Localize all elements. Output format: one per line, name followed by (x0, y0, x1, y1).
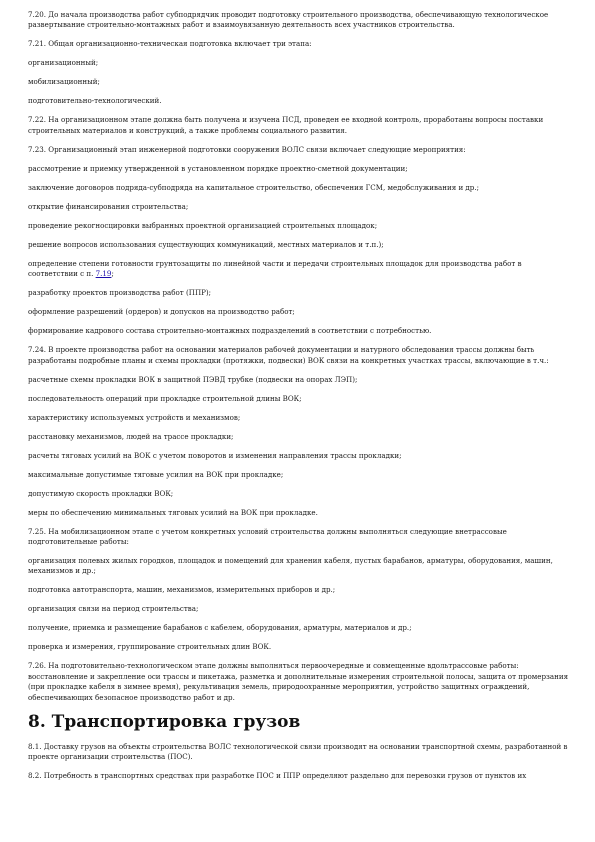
paragraph (28, 259, 573, 280)
paragraph: 7.22. На организационном этапе должна быть получена и изучена ПСД, проведен ее входной контроль, проработаны вопросы поставки строительных материалов и конструкций, а также проблемы социального развития. (28, 115, 544, 135)
clause-link[interactable]: 7.19 (95, 269, 112, 279)
paragraph: характеристику используемых устройств и механизмов; (28, 412, 241, 422)
paragraph: допустимую скорость прокладки ВОК; (28, 488, 174, 498)
paragraph: организация полевых жилых городков, площадок и помещений для хранения кабеля, пустых барабанов, арматуры, оборудования, машин, механизмов и др.; (28, 556, 553, 576)
paragraph: решение вопросов использования существующих коммуникаций, местных материалов и т.п.); (28, 239, 384, 249)
paragraph-text-tail: ; (111, 269, 114, 279)
paragraph-text: определение степени готовности грунтозащиты по линейной части и передачи строительных площадок для производства работ в соответствии с п. (28, 258, 522, 279)
paragraph: 8.2. Потребность в транспортных средствах при разработке ПОС и ППР определяют раздельно для перевозки грузов от пунктов их (28, 771, 527, 781)
paragraph: формирование кадрового состава строительно-монтажных подразделений в соответствии с потребностью. (28, 326, 432, 336)
paragraph: 7.25. На мобилизационном этапе с учетом конкретных условий строительства должны выполняться следующие внетрассовые подготовительные работы: (28, 526, 507, 547)
paragraph: 7.20. До начала производства работ субподрядчик проводит подготовку строительного производства, обеспечивающую технологическое развертывание строительно-монтажных работ и взаимоувязанную деятельность всех участников строительства. (28, 10, 549, 30)
paragraph: максимальные допустимые тяговые усилия на ВОК при прокладке; (28, 469, 284, 479)
paragraph: разработку проектов производства работ (ППР); (28, 288, 212, 298)
paragraph: открытие финансирования строительства; (28, 201, 189, 211)
section-heading: 8. Транспортировка грузов (28, 711, 301, 732)
paragraph: мобилизационный; (28, 77, 100, 87)
paragraph: организация связи на период строительства; (28, 604, 199, 614)
paragraph: 7.24. В проекте производства работ на основании материалов рабочей документации и натурного обследования трассы должны быть разработаны подробные планы и схемы прокладки (протяжки, подвески) ВОК связи на конкретных участках трассы, включающие в т.ч.: (28, 345, 549, 365)
paragraph: оформление разрешений (ордеров) и допусков на производство работ; (28, 307, 295, 317)
paragraph: получение, приемка и размещение барабанов с кабелем, оборудования, арматуры, материалов и др.; (28, 623, 412, 633)
paragraph: 7.26. На подготовительно-технологическом этапе должны выполняться первоочередные и совмещенные вдольтрассовые работы: восстановление и закрепление оси трассы и пикетажа, разметка и дополнительные измерения строительной полосы, защита от промерзания (при прокладке кабеля в зимнее время), рекультивация земель, природоохранные мероприятия, устройство защитных ограждений, обеспечивающих безопасное производство работ и др. (28, 661, 569, 702)
paragraph: расчетные схемы прокладки ВОК в защитной ПЭВД трубке (подвески на опорах ЛЭП); (28, 374, 358, 384)
paragraph: меры по обеспечению минимальных тяговых усилий на ВОК при прокладке. (28, 507, 318, 517)
paragraph: последовательность операций при прокладке строительной длины ВОК; (28, 393, 302, 403)
paragraph: 7.23. Организационный этап инженерной подготовки сооружения ВОЛС связи включает следующие мероприятия: (28, 144, 466, 154)
paragraph: подготовка автотранспорта, машин, механизмов, измерительных приборов и др.; (28, 585, 336, 595)
paragraph: подготовительно-технологический. (28, 96, 162, 106)
document-body (28, 10, 573, 781)
paragraph: 7.21. Общая организационно-техническая подготовка включает три этапа: (28, 39, 312, 49)
paragraph: организационный; (28, 58, 99, 68)
paragraph: 8.1. Доставку грузов на объекты строительства ВОЛС технологической связи производят на основании транспортной схемы, разработанной в проекте организации строительства (ПОС). (28, 741, 568, 762)
paragraph: расчеты тяговых усилий на ВОК с учетом поворотов и изменения направления трассы прокладки; (28, 450, 402, 460)
paragraph: расстановку механизмов, людей на трассе прокладки; (28, 431, 234, 441)
paragraph: проведение рекогносцировки выбранных проектной организацией строительных площадок; (28, 220, 378, 230)
paragraph: заключение договоров подряда-субподряда на капитальное строительство, обеспечения ГСМ, медобслуживания и др.; (28, 182, 479, 192)
paragraph: проверка и измерения, группирование строительных длин ВОК. (28, 642, 272, 652)
paragraph: рассмотрение и приемку утвержденной в установленном порядке проектно-сметной документации; (28, 163, 408, 173)
